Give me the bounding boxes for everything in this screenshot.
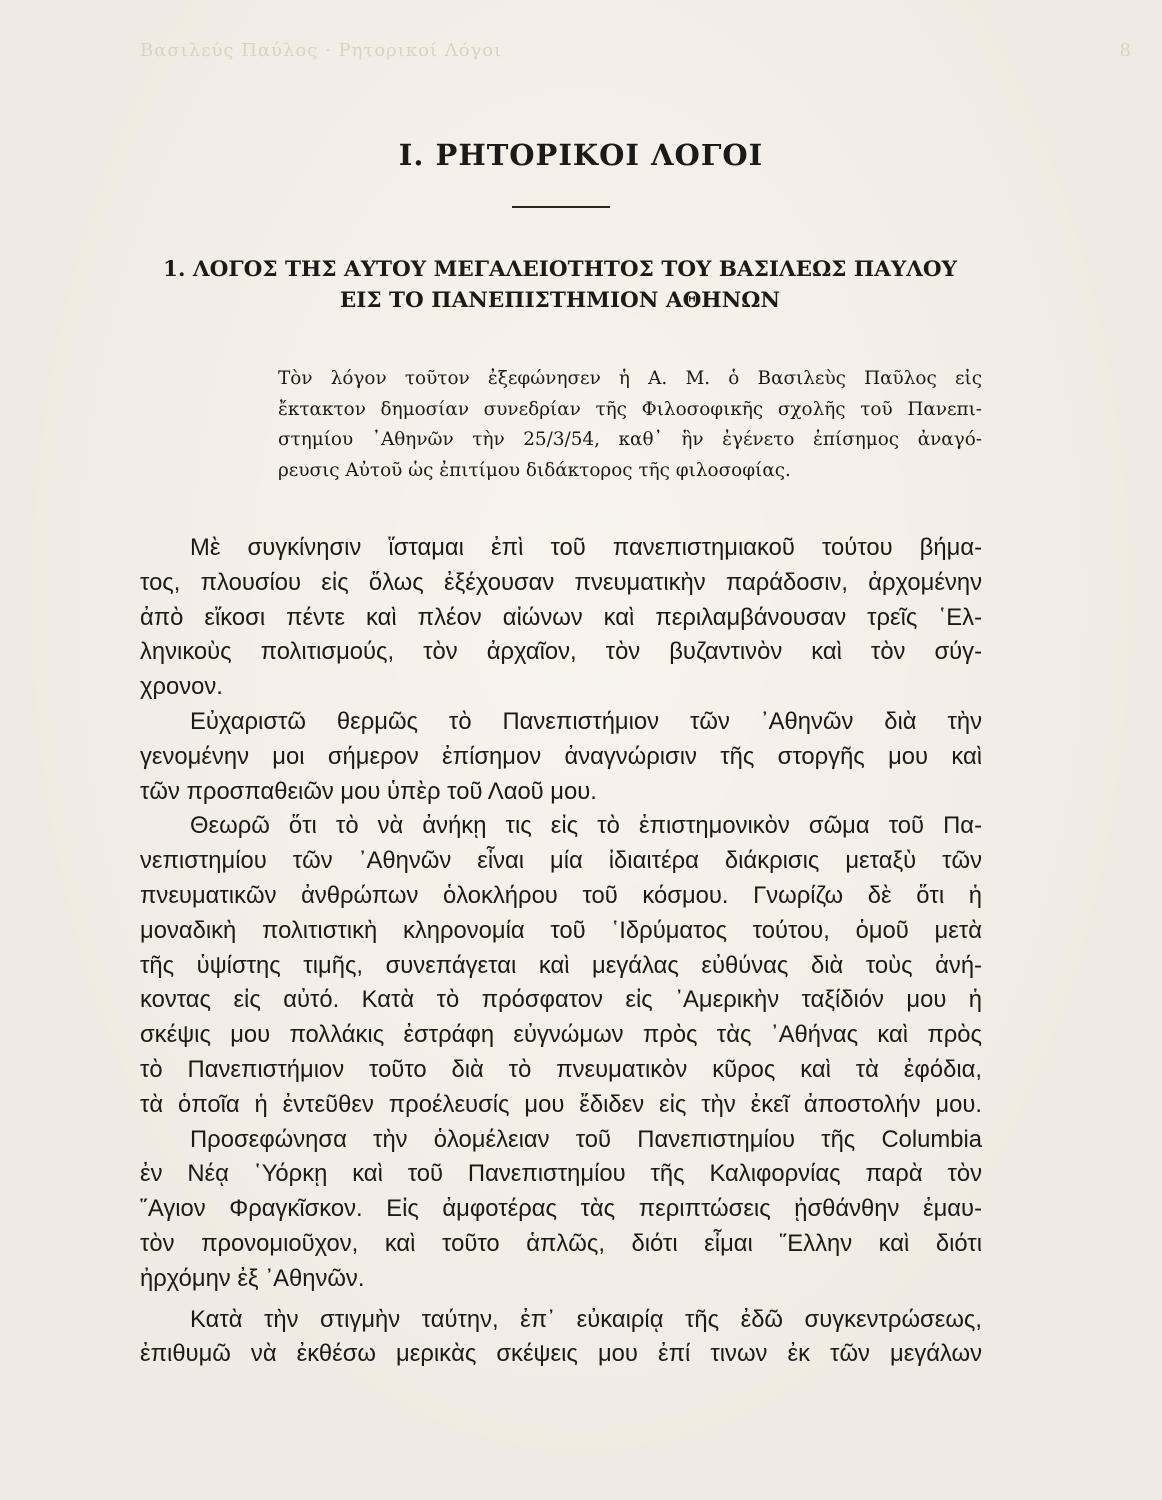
body-line: τος, πλουσίου εἰς ὅλως ἐξέχουσαν πνευματικὴν παράδοσιν, ἀρχομένην <box>140 568 982 596</box>
intro-note <box>278 364 982 486</box>
body-line: Μὲ συγκίνησιν ἵσταμαι ἐπὶ τοῦ πανεπιστημιακοῦ τούτου βήμα- <box>190 534 982 561</box>
body-text <box>140 531 982 1372</box>
speech-heading-line: 1. ΛΟΓΟΣ ΤΗΣ ΑΥΤΟΥ ΜΕΓΑΛΕΙΟΤΗΤΟΣ ΤΟΥ ΒΑΣΙΛΕΩΣ ΠΑΥΛΟΥ <box>163 257 957 282</box>
body-line: τὸ Πανεπιστήμιον τοῦτο διὰ τὸ πνευματικὸν κῦρος καὶ τὰ ἐφόδια, <box>140 1055 982 1083</box>
body-line: Προσεφώνησα τὴν ὁλομέλειαν τοῦ Πανεπιστημίου τῆς Columbia <box>190 1125 982 1153</box>
body-line: ἠρχόμην ἐξ ᾿Αθηνῶν. <box>140 1264 365 1292</box>
body-line: χρονον. <box>140 673 223 701</box>
body-line: ληνικοὺς πολιτισμούς, τὸν ἀρχαῖον, τὸν βυζαντινὸν καὶ τὸν σύγ- <box>140 638 982 666</box>
body-line: κοντας εἰς αὐτό. Κατὰ τὸ πρόσφατον εἰς ᾿Αμερικὴν ταξίδιόν μου ἡ <box>140 986 982 1014</box>
body-line: ἀπὸ εἴκοσι πέντε καὶ πλέον αἰώνων καὶ περιλαμβάνουσαν τρεῖς ῾Ελ- <box>140 603 982 631</box>
title-rule <box>512 206 610 208</box>
body-line: τῶν προσπαθειῶν μου ὑπὲρ τοῦ Λαοῦ μου. <box>140 777 597 805</box>
speech-heading <box>140 254 980 316</box>
body-line: Εὐχαριστῶ θερμῶς τὸ Πανεπιστήμιον τῶν ᾿Αθηνῶν διὰ τὴν <box>190 707 982 735</box>
body-line: Θεωρῶ ὅτι τὸ νὰ ἀνήκῃ τις εἰς τὸ ἐπιστημονικὸν σῶμα τοῦ Πα- <box>190 812 982 840</box>
body-line: σκέψις μου πολλάκις ἐστράφη εὐγνώμων πρὸς τὰς ᾿Αθήνας καὶ πρὸς <box>140 1021 982 1049</box>
body-line: ἐν Νέᾳ ῾Υόρκῃ καὶ τοῦ Πανεπιστημίου τῆς Καλιφορνίας παρὰ τὸν <box>140 1160 982 1188</box>
body-line: ἐπιθυμῶ νὰ ἐκθέσω μερικὰς σκέψεις μου ἐπί τινων ἐκ τῶν μεγάλων <box>140 1340 982 1368</box>
intro-line: Τὸν λόγον τοῦτον ἐξεφώνησεν ἡ Α. Μ. ὁ Βασιλεὺς Παῦλος εἰς <box>278 368 982 389</box>
intro-line: ἔκτακτον δημοσίαν συνεδρίαν τῆς Φιλοσοφικῆς σχολῆς τοῦ Πανεπι- <box>278 398 982 420</box>
page-number: 8 <box>1119 40 1132 61</box>
body-line: ῞Αγιον Φραγκῖσκον. Εἰς ἀμφοτέρας τὰς περιπτώσεις ᾐσθάνθην ἐμαυ- <box>140 1195 982 1223</box>
body-line: μοναδικὴ πολιτιστικὴ κληρονομία τοῦ ῾Ιδρύματος τούτου, ὁμοῦ μετὰ <box>140 916 982 944</box>
running-head <box>140 40 1132 61</box>
body-line: νεπιστημίου τῶν ᾿Αθηνῶν εἶναι μία ἰδιαιτέρα διάκρισις μεταξὺ τῶν <box>140 847 982 875</box>
body-line: τὰ ὁποῖα ἡ ἐντεῦθεν προέλευσίς μου ἔδιδεν εἰς τὴν ἐκεῖ ἀποστολήν μου. <box>140 1090 982 1118</box>
body-line: πνευματικῶν ἀνθρώπων ὁλοκλήρου τοῦ κόσμου. Γνωρίζω δὲ ὅτι ἡ <box>140 881 982 909</box>
body-line: τῆς ὑψίστης τιμῆς, συνεπάγεται καὶ μεγάλας εὐθύνας διὰ τοὺς ἀνή- <box>140 951 982 979</box>
section-title: I. ΡΗΤΟΡΙΚΟΙ ΛΟΓΟΙ <box>398 138 764 172</box>
running-head-text: Βασιλεύς Παύλος · Ρητορικοί Λόγοι <box>140 40 503 61</box>
intro-line: ρευσις Αὐτοῦ ὡς ἐπιτίμου διδάκτορος τῆς φιλοσοφίας. <box>278 459 791 481</box>
intro-line: στημίου ᾿Αθηνῶν τὴν 25/3/54, καθ᾿ ἣν ἐγένετο ἐπίσημος ἀναγό- <box>278 429 982 450</box>
body-line: Κατὰ τὴν στιγμὴν ταύτην, ἐπ᾿ εὐκαιρίᾳ τῆς ἐδῶ συγκεντρώσεως, <box>190 1305 982 1333</box>
body-line: γενομένην μοι σήμερον ἐπίσημον ἀναγνώρισιν τῆς στοργῆς μου καὶ <box>140 742 982 770</box>
body-line: τὸν προνομιοῦχον, καὶ τοῦτο ἁπλῶς, διότι εἶμαι ῞Ελλην καὶ διότι <box>140 1229 982 1257</box>
speech-heading-line: ΕΙΣ ΤΟ ΠΑΝΕΠΙΣΤΗΜΙΟΝ ΑΘΗΝΩΝ <box>339 288 781 313</box>
